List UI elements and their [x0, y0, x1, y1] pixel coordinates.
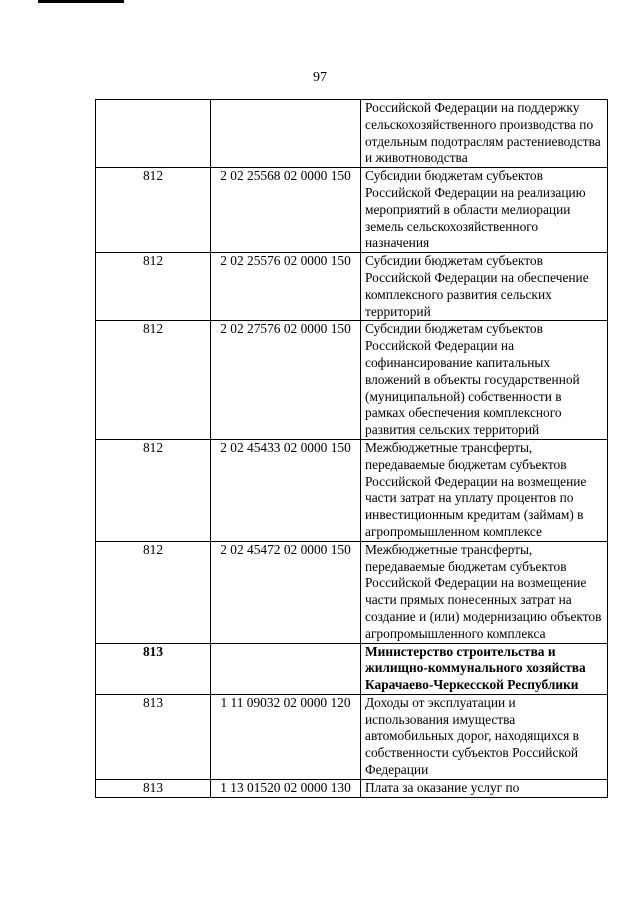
admin-code-cell: 812	[96, 321, 211, 440]
admin-code-cell: 813	[96, 779, 211, 797]
table-row	[96, 439, 608, 541]
budget-code-cell: 2 02 45472 02 0000 150	[211, 541, 361, 643]
table-row	[96, 321, 608, 440]
budget-code-cell	[211, 100, 361, 168]
budget-code-cell: 2 02 27576 02 0000 150	[211, 321, 361, 440]
admin-code-cell: 813	[96, 694, 211, 779]
description-cell: Российской Федерации на поддержку сельскохозяйственного производства по отдельным подотраслям растениеводства и животноводства	[361, 100, 608, 168]
table-row	[96, 694, 608, 779]
budget-code-cell: 2 02 25576 02 0000 150	[211, 253, 361, 321]
table-row	[96, 541, 608, 643]
budget-code-cell: 1 13 01520 02 0000 130	[211, 779, 361, 797]
table-row	[96, 168, 608, 253]
description-cell: Межбюджетные трансферты, передаваемые бюджетам субъектов Российской Федерации на возмещение части прямых понесенных затрат на создание и (или) модернизацию объектов агропромышленного комплекса	[361, 541, 608, 643]
description-cell: Субсидии бюджетам субъектов Российской Федерации на реализацию мероприятий в области мелиорации земель сельскохозяйственного назначения	[361, 168, 608, 253]
table-row	[96, 253, 608, 321]
table-row	[96, 779, 608, 797]
budget-codes-table	[95, 99, 608, 798]
description-cell: Плата за оказание услуг по	[361, 779, 608, 797]
admin-code-cell: 812	[96, 168, 211, 253]
description-cell: Субсидии бюджетам субъектов Российской Федерации на софинансирование капитальных вложений в объекты государственной (муниципальной) собственности в рамках обеспечения комплексного развития сельских территорий	[361, 321, 608, 440]
admin-code-cell: 812	[96, 541, 211, 643]
page-number: 97	[313, 70, 327, 85]
admin-code-cell: 813	[96, 643, 211, 694]
budget-code-cell	[211, 643, 361, 694]
header-rule	[38, 0, 124, 3]
budget-code-cell: 2 02 45433 02 0000 150	[211, 439, 361, 541]
description-cell: Межбюджетные трансферты, передаваемые бюджетам субъектов Российской Федерации на возмещение части затрат на уплату процентов по инвестиционным кредитам (займам) в агропромышленном комплексе	[361, 439, 608, 541]
table-row	[96, 100, 608, 168]
admin-code-cell: 812	[96, 439, 211, 541]
admin-code-cell: 812	[96, 253, 211, 321]
description-cell: Субсидии бюджетам субъектов Российской Федерации на обеспечение комплексного развития сельских территорий	[361, 253, 608, 321]
budget-code-cell: 2 02 25568 02 0000 150	[211, 168, 361, 253]
description-cell: Министерство строительства и жилищно-коммунального хозяйства Карачаево-Черкесской Республики	[361, 643, 608, 694]
budget-code-cell: 1 11 09032 02 0000 120	[211, 694, 361, 779]
admin-code-cell	[96, 100, 211, 168]
description-cell: Доходы от эксплуатации и использования имущества автомобильных дорог, находящихся в собственности субъектов Российской Федерации	[361, 694, 608, 779]
table-row	[96, 643, 608, 694]
